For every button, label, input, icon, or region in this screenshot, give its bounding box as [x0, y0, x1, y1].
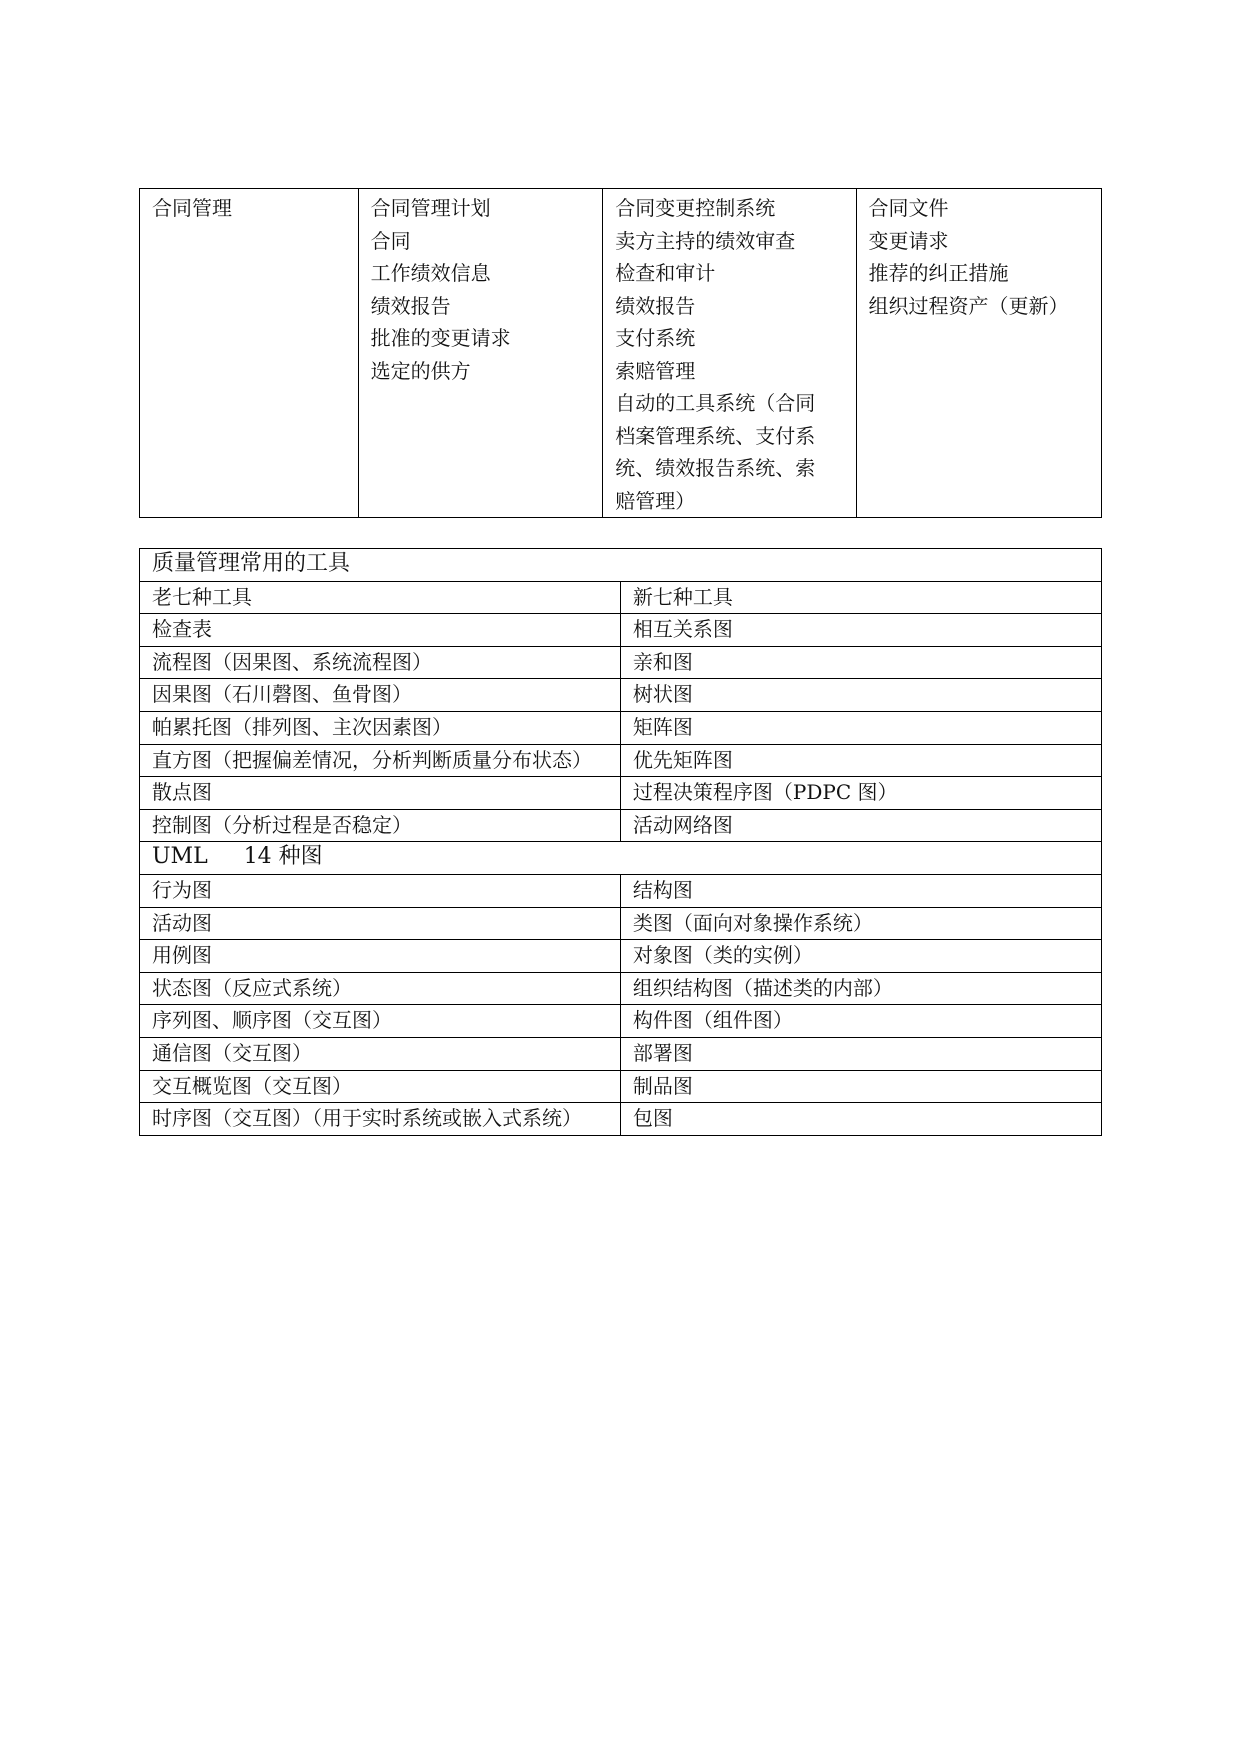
table-cell: 类图（面向对象操作系统）	[620, 907, 1101, 940]
list-item: 合同变更控制系统	[615, 196, 776, 220]
table-cell	[140, 189, 359, 518]
table-row	[140, 189, 1102, 518]
list-item: 赔管理）	[615, 488, 696, 513]
table-cell: 通信图（交互图）	[140, 1037, 621, 1070]
column-header: 新七种工具	[620, 581, 1101, 614]
list-item: 检查和审计	[615, 261, 716, 285]
table-cell: 优先矩阵图	[620, 744, 1101, 777]
uml-title-b: 14 种图	[243, 844, 323, 870]
table-cell: 矩阵图	[620, 711, 1101, 744]
table-title: 质量管理常用的工具	[140, 549, 1102, 582]
list-item: 自动的工具系统（合同	[615, 391, 816, 415]
outputs-cell	[856, 189, 1101, 518]
table-cell: 树状图	[620, 679, 1101, 712]
table-cell: 因果图（石川磬图、鱼骨图）	[140, 679, 621, 712]
table-row	[140, 1005, 1102, 1038]
list-item: 推荐的纠正措施	[868, 261, 1009, 285]
column-header: 老七种工具	[140, 581, 621, 614]
table-cell: 过程决策程序图（PDPC 图）	[620, 777, 1101, 810]
table-cell: 亲和图	[620, 646, 1101, 679]
table-cell: 对象图（类的实例）	[620, 940, 1101, 973]
table-row	[140, 972, 1102, 1005]
list-item: 合同文件	[868, 196, 949, 220]
tools-cell	[603, 189, 856, 518]
table-row	[140, 679, 1102, 712]
table-cell: 状态图（反应式系统）	[140, 972, 621, 1005]
column-header: 行为图	[140, 874, 621, 907]
table-row	[140, 646, 1102, 679]
list-item: 合同管理计划	[370, 196, 491, 220]
list-item: 批准的变更请求	[370, 326, 511, 350]
list-item: 变更请求	[868, 228, 949, 253]
list-item: 索赔管理	[615, 358, 696, 383]
table-row	[140, 744, 1102, 777]
table-cell: 制品图	[620, 1070, 1101, 1103]
table-cell: 组织结构图（描述类的内部）	[620, 972, 1101, 1005]
list-item: 支付系统	[615, 326, 696, 350]
list-item: 档案管理系统、支付系	[615, 423, 816, 448]
table-row	[140, 581, 1102, 614]
table-row	[140, 907, 1102, 940]
list-item: 绩效报告	[615, 293, 696, 318]
table-row	[140, 874, 1102, 907]
row-label: 合同管理	[152, 196, 232, 220]
list-item: 合同	[370, 228, 411, 253]
table-cell: 控制图（分析过程是否稳定）	[140, 809, 621, 842]
table-cell: 包图	[620, 1103, 1101, 1136]
table-row	[140, 1070, 1102, 1103]
table-cell: 用例图	[140, 940, 621, 973]
table-cell: 检查表	[140, 614, 621, 647]
table-row	[140, 614, 1102, 647]
table-cell: 交互概览图（交互图）	[140, 1070, 621, 1103]
table-cell: 帕累托图（排列图、主次因素图）	[140, 711, 621, 744]
list-item: 统、绩效报告系统、索	[615, 456, 816, 480]
list-item: 绩效报告	[370, 293, 451, 318]
table-row	[140, 1037, 1102, 1070]
table-cell: 部署图	[620, 1037, 1101, 1070]
table-cell: 时序图（交互图）（用于实时系统或嵌入式系统）	[140, 1103, 621, 1136]
table-cell: 散点图	[140, 777, 621, 810]
list-item: 卖方主持的绩效审查	[615, 228, 796, 253]
table-row	[140, 777, 1102, 810]
table-cell: 构件图（组件图）	[620, 1005, 1101, 1038]
contract-management-table	[139, 188, 1102, 518]
table-cell: 直方图（把握偏差情况，分析判断质量分布状态）	[140, 744, 621, 777]
table-cell: 活动网络图	[620, 809, 1101, 842]
table-cell: 流程图（因果图、系统流程图）	[140, 646, 621, 679]
table-row	[140, 842, 1102, 875]
uml-title-a: UML	[152, 844, 208, 870]
list-item: 工作绩效信息	[370, 261, 491, 285]
table-cell: 序列图、顺序图（交互图）	[140, 1005, 621, 1038]
table-row	[140, 549, 1102, 582]
table-row	[140, 711, 1102, 744]
column-header: 结构图	[620, 874, 1101, 907]
table-row	[140, 809, 1102, 842]
table-cell: 活动图	[140, 907, 621, 940]
list-item: 选定的供方	[370, 358, 471, 383]
uml-section-title	[140, 842, 1102, 875]
list-item: 组织过程资产（更新）	[868, 293, 1069, 318]
table-row	[140, 940, 1102, 973]
inputs-cell	[358, 189, 603, 518]
quality-tools-table	[139, 548, 1102, 1136]
table-row	[140, 1103, 1102, 1136]
table-cell: 相互关系图	[620, 614, 1101, 647]
